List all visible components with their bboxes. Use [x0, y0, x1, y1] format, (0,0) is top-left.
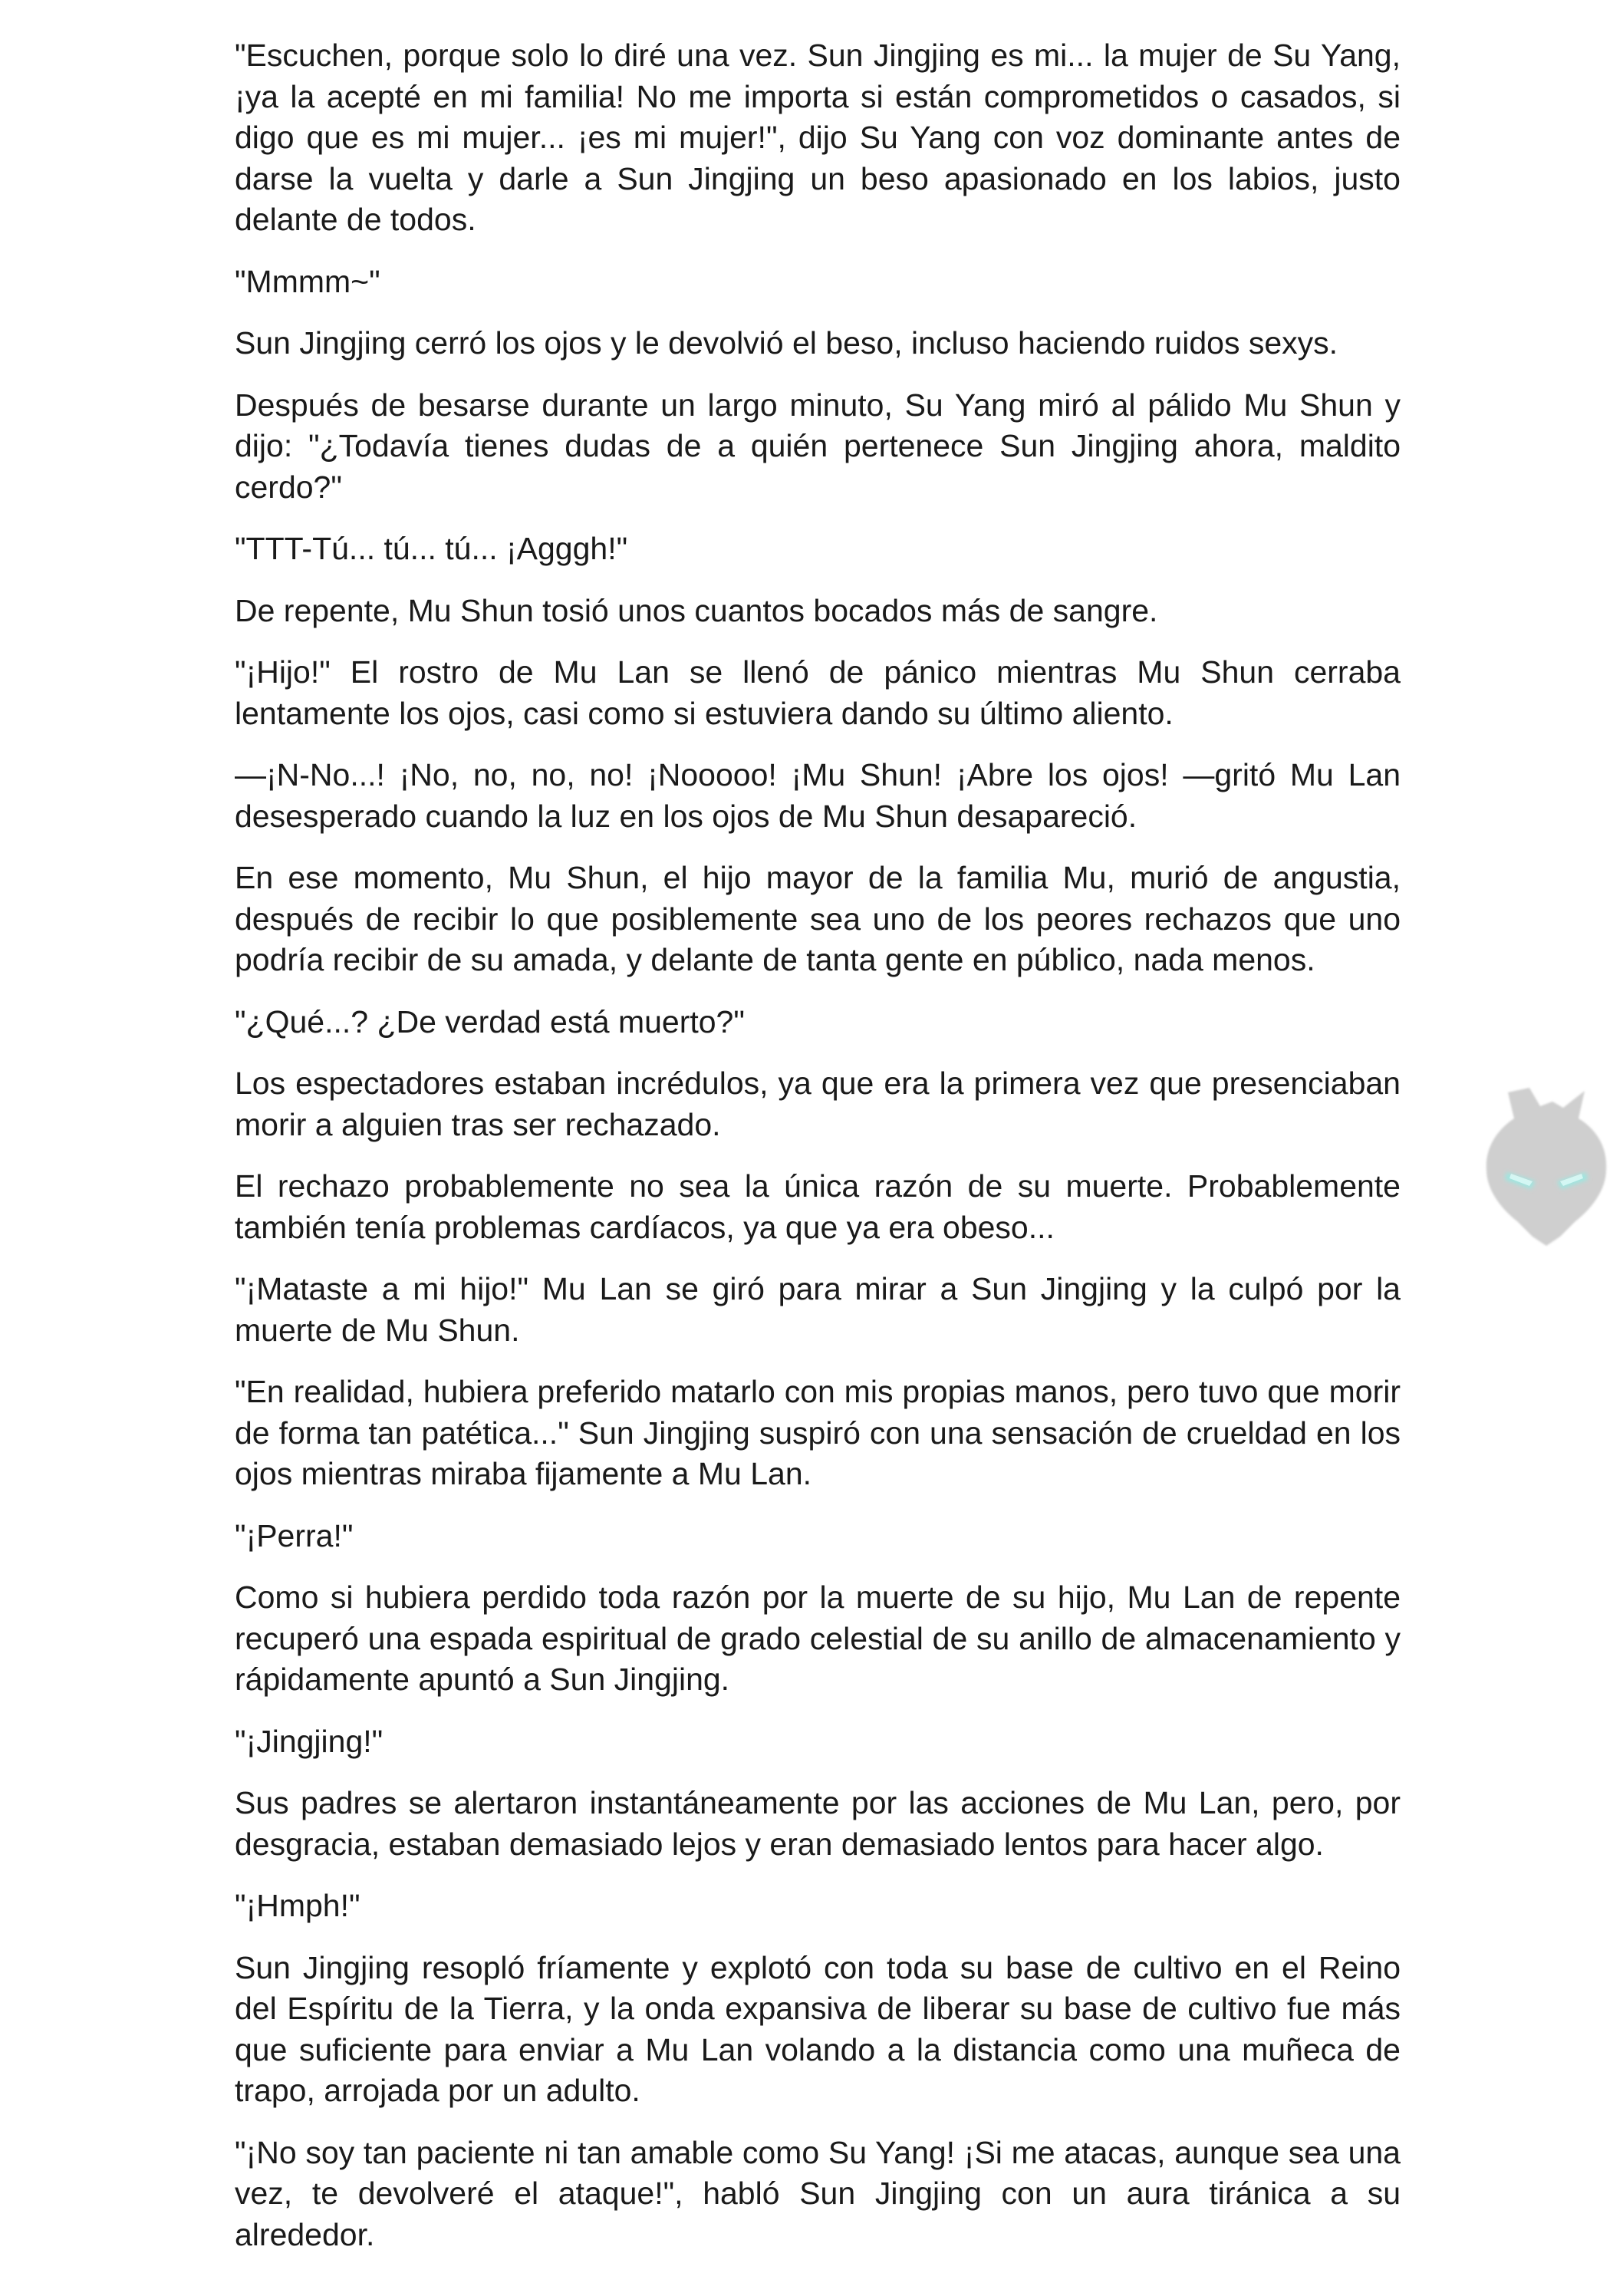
paragraph-10: "¿Qué...? ¿De verdad está muerto?" — [235, 1003, 745, 1039]
paragraph-5: "TTT-Tú... tú... tú... ¡Agggh!" — [235, 531, 628, 566]
demon-head-icon — [1470, 1074, 1623, 1250]
paragraph-13: "¡Mataste a mi hijo!" Mu Lan se giró para mirar a Sun Jingjing y la culpó por la muerte de Mu Shun. — [235, 1271, 1401, 1348]
paragraph-18: Sus padres se alertaron instantáneamente por las acciones de Mu Lan, pero, por desgracia, estaban demasiado lejos y eran demasiado lentos para hacer algo. — [235, 1785, 1401, 1862]
paragraph-6: De repente, Mu Shun tosió unos cuantos bocados más de sangre. — [235, 592, 1158, 628]
paragraph-9: En ese momento, Mu Shun, el hijo mayor de la familia Mu, murió de angustia, después de recibir lo que posiblemente sea uno de los peores rechazos que uno podría recibir de su amada, y delante de tanta gente en público, nada menos. — [235, 860, 1401, 977]
paragraph-4: Después de besarse durante un largo minuto, Su Yang miró al pálido Mu Shun y dijo: "¿Todavía tienes dudas de a quién pertenece Sun Jingjing ahora, maldito cerdo?" — [235, 387, 1401, 505]
paragraph-15: "¡Perra!" — [235, 1517, 354, 1553]
paragraph-11: Los espectadores estaban incrédulos, ya que era la primera vez que presenciaban morir a alguien tras ser rechazado. — [235, 1066, 1401, 1142]
paragraph-16: Como si hubiera perdido toda razón por la muerte de su hijo, Mu Lan de repente recuperó una espada espiritual de grado celestial de su anillo de almacenamiento y rápidamente apuntó a Sun Jingjing. — [235, 1580, 1401, 1697]
paragraph-1: "Escuchen, porque solo lo diré una vez. Sun Jingjing es mi... la mujer de Su Yang, ¡ya la acepté en mi familia! No me importa si están comprometidos o casados, si digo que es mi mujer... ¡es mi mujer!", dijo Su Yang con voz dominante antes de darse la vuelta y darle a Sun Jingjing un beso apasionado en los labios, justo delante de todos. — [235, 38, 1401, 237]
paragraph-14: "En realidad, hubiera preferido matarlo con mis propias manos, pero tuvo que morir de forma tan patética..." Sun Jingjing suspiró con una sensación de crueldad en los ojos mientras miraba fijamente a Mu Lan. — [235, 1374, 1401, 1491]
paragraph-12: El rechazo probablemente no sea la única razón de su muerte. Probablemente también tenía problemas cardíacos, ya que ya era obeso... — [235, 1168, 1401, 1245]
paragraph-8: —¡N-No...! ¡No, no, no, no! ¡Nooooo! ¡Mu Shun! ¡Abre los ojos! —gritó Mu Lan desesperado cuando la luz en los ojos de Mu Shun desapareció. — [235, 757, 1401, 834]
paragraph-7: "¡Hijo!" El rostro de Mu Lan se llenó de pánico mientras Mu Shun cerraba lentamente los ojos, casi como si estuviera dando su último aliento. — [235, 654, 1401, 731]
paragraph-2: "Mmmm~" — [235, 263, 380, 299]
paragraph-21: "¡No soy tan paciente ni tan amable como Su Yang! ¡Si me atacas, aunque sea una vez, te devolveré el ataque!", habló Sun Jingjing con un aura tiránica a su alrededor. — [235, 2134, 1401, 2252]
paragraph-20: Sun Jingjing resopló fríamente y explotó con toda su base de cultivo en el Reino del Espíritu de la Tierra, y la onda expansiva de liberar su base de cultivo fue más que suficiente para enviar a Mu Lan volando a la distancia como una muñeca de trapo, arrojada por un adulto. — [235, 1949, 1401, 2108]
body-text — [235, 35, 1401, 2276]
paragraph-19: "¡Hmph!" — [235, 1888, 360, 1923]
paragraph-17: "¡Jingjing!" — [235, 1723, 384, 1759]
paragraph-3: Sun Jingjing cerró los ojos y le devolvió el beso, incluso haciendo ruidos sexys. — [235, 325, 1338, 361]
